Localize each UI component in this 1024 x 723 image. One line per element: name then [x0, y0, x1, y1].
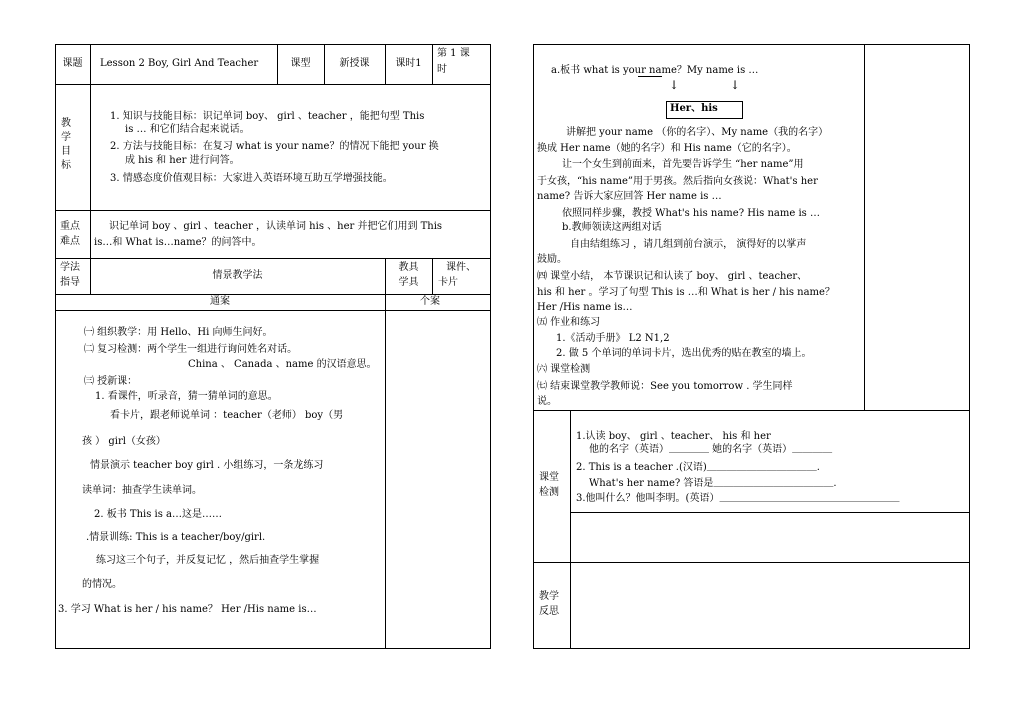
lesson-step-line: ㈦ 结束课堂教学教师说：See you tomorrow . 学生同样: [537, 381, 793, 392]
method-label-2: 指导: [60, 277, 80, 288]
board-box-text: Her、his: [670, 103, 718, 114]
left-label-div-obj: [90, 84, 91, 210]
lesson-step-line: ㈠ 组织教学：用 Hello、Hi 向师生问好。: [84, 327, 273, 338]
period-label: 课时1: [395, 58, 422, 69]
lesson-step-line: 说。: [537, 396, 557, 407]
individual-plan-label: 个案: [420, 296, 440, 307]
lesson-step-line: ㈥ 课堂检测: [537, 364, 591, 375]
method-value: 情景教学法: [212, 270, 263, 281]
reflection-label-1: 教学: [539, 591, 559, 602]
lesson-type-value: 新授课: [339, 58, 370, 69]
lesson-step-line: 孩 ） girl（女孩）: [82, 436, 166, 447]
left-rule-1: [55, 84, 491, 85]
topic-label: 课题: [62, 58, 83, 69]
lesson-step-line: 情景演示 teacher boy girl . 小组练习，一条龙练习: [90, 460, 324, 471]
left-border-right: [490, 44, 491, 649]
lesson-step-line: ㈡ 复习检测：两个学生一组进行询问姓名对话。: [84, 344, 298, 355]
lesson-step-line: 练习这三个句子，并反复记忆 ，然后抽查学生掌握: [96, 555, 320, 566]
lesson-step-line: 3. 学习 What is her / his name？ Her /His name is…: [58, 604, 317, 615]
right-rule-2: [533, 562, 970, 563]
lesson-step-line: Her /His name is…: [537, 302, 633, 313]
lesson-step-line: 讲解把 your name （你的名字）、My name（我的名字）: [566, 127, 829, 138]
board-arrow: ↓: [669, 78, 680, 92]
keypoints-line-1: 识记单词 boy 、girl 、teacher ，认读单词 his 、her 并把它们用到 This: [109, 221, 443, 232]
left-label-div-key: [90, 210, 91, 258]
board-arrow: ↓: [730, 78, 741, 92]
lesson-step-line: 换成 Her name（她的名字）和 His name（它的名字）。: [537, 143, 797, 154]
left-rule-4: [55, 294, 491, 295]
lesson-type-label: 课型: [290, 58, 311, 69]
right-test-rule: [570, 512, 970, 513]
lesson-step-line: .情景训练: This is a teacher/boy/girl.: [86, 532, 266, 543]
objective-line: 成 his 和 her 进行问答。: [125, 155, 240, 166]
right-border-top: [533, 44, 970, 45]
objectives-label-char: 目: [61, 146, 71, 157]
test-question-line: 他的名字（英语）＿＿＿＿ 她的名字（英语）＿＿＿＿: [589, 444, 833, 455]
objectives-label-char: 教: [61, 118, 71, 129]
lesson-step-line: 自由结组练习 ，请几组到前台演示， 演得好的以掌声: [570, 239, 807, 250]
lesson-step-line: name? 告诉大家应回答 Her name is …: [537, 191, 722, 202]
objective-line: is … 和它们结合起来说话。: [125, 124, 250, 135]
right-border-bottom: [533, 648, 970, 649]
left-border-top: [55, 44, 491, 45]
left-border-bottom: [55, 648, 491, 649]
objective-line: 3. 情感态度价值观目标：大家进入英语环境互助互学增强技能。: [110, 173, 393, 184]
lesson-step-line: b.教师领读这两组对话: [562, 222, 662, 233]
lesson-step-line: his 和 her 。学习了句型 This is …和 What is her / his name？: [537, 287, 835, 298]
lesson-step-line: ㈢ 授新课：: [84, 376, 138, 387]
test-question-line: 2. This is a teacher .(汉语)＿＿＿＿＿＿＿＿＿＿＿.: [576, 462, 820, 473]
keypoints-label-1: 重点: [60, 221, 80, 232]
lesson-step-line: 2. 板书 This is a…这是……: [94, 509, 222, 520]
right-border-right: [969, 44, 970, 649]
lesson-step-line: 于女孩，“his name”用于男孩。然后指向女孩说：What's her: [537, 176, 818, 187]
right-label-div-2: [570, 562, 571, 649]
right-rule-1: [533, 410, 970, 411]
test-label-1: 课堂: [539, 472, 559, 483]
objectives-label-char: 学: [61, 132, 71, 143]
left-header-div-5: [432, 44, 433, 84]
lesson-step-line: 1.《活动手册》 L2 N1,2: [556, 333, 670, 344]
left-rule-2: [55, 210, 491, 211]
test-question-line: 3.他叫什么？他叫李明。(英语）＿＿＿＿＿＿＿＿＿＿＿＿＿＿＿＿＿＿: [576, 493, 900, 504]
test-label-2: 检测: [539, 487, 559, 498]
method-label-1: 学法: [60, 262, 80, 273]
lesson-step-line: 1. 看课件，听录音，猜一猜单词的意思。: [95, 391, 278, 402]
period-value-line-1: 第 1 课: [437, 48, 470, 59]
lesson-step-line: 依照同样步骤，教授 What's his name? His name is …: [562, 208, 820, 219]
tools-label-1: 教具: [398, 262, 419, 273]
right-border-left: [533, 44, 534, 649]
tools-value-2: 卡片: [438, 277, 458, 288]
board-writing-line: a.板书 what is your name？My name is …: [551, 65, 759, 76]
period-value-line-2: 时: [437, 64, 447, 75]
lesson-step-line: 看卡片，跟老师说单词 ：teacher（老师） boy（男: [110, 410, 344, 421]
board-underline: [638, 76, 662, 77]
right-notes-div: [864, 44, 865, 410]
reflection-label-2: 反思: [539, 606, 559, 617]
left-rule-5: [55, 310, 491, 311]
lesson-step-line: 2. 做 5 个单词的单词卡片，选出优秀的贴在教室的墙上。: [556, 348, 812, 359]
lesson-step-line: ㈤ 作业和练习: [537, 317, 601, 328]
lesson-step-line: 的情况。: [82, 579, 122, 590]
keypoints-label-2: 难点: [60, 236, 80, 247]
tools-label-2: 学具: [398, 277, 419, 288]
objective-line: 2. 方法与技能目标：在复习 what is your name？的情况下能把 your 换: [110, 141, 439, 152]
test-question-line: 1.认读 boy、 girl 、teacher、 his 和 her: [576, 431, 771, 442]
tools-value-1: 课件、: [446, 262, 476, 273]
lesson-step-line: 让一个女生到前面来，首先要告诉学生 “her name”用: [562, 159, 804, 170]
keypoints-line-2: is…和 What is…name？的问答中。: [94, 237, 262, 248]
topic-value: Lesson 2 Boy, Girl And Teacher: [100, 58, 259, 69]
left-header-div-1: [90, 44, 91, 84]
lesson-step-line: 鼓励。: [537, 254, 567, 265]
test-question-line: What's her name? 答语是＿＿＿＿＿＿＿＿＿＿＿＿.: [589, 478, 837, 489]
left-plan-div: [385, 294, 386, 649]
right-label-div-1: [570, 410, 571, 562]
lesson-step-line: ㈣ 课堂小结， 本节课识记和认读了 boy、 girl 、teacher、: [537, 271, 808, 282]
lesson-step-line: China 、 Canada 、name 的汉语意思。: [188, 359, 377, 370]
lesson-step-line: 读单词：抽查学生读单词。: [82, 485, 202, 496]
general-plan-label: 通案: [210, 296, 230, 307]
objectives-label-char: 标: [61, 160, 71, 171]
left-rule-3: [55, 258, 491, 259]
objective-line: 1. 知识与技能目标：识记单词 boy、 girl 、teacher ，能把句型 This: [110, 111, 425, 122]
